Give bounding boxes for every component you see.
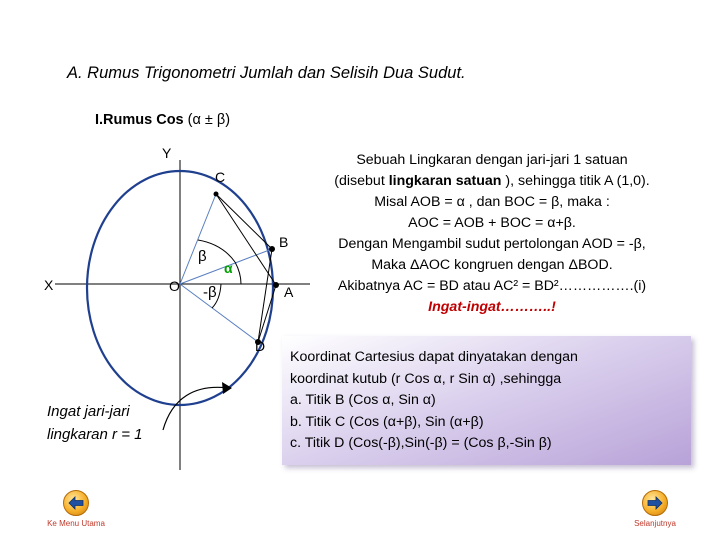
page-title: A. Rumus Trigonometri Jumlah dan Selisih Dua Sudut. (67, 64, 466, 82)
next-nav-label[interactable]: Selanjutnya (634, 519, 676, 528)
section-heading-formula: (α ± β) (187, 112, 231, 128)
explanation-line-7: Akibatnya AC = BD atau AC² = BD²…………….(i) (337, 278, 647, 294)
menu-nav-label[interactable]: Ke Menu Utama (47, 519, 105, 528)
y-axis-label: Y (162, 145, 172, 161)
point-b-dot (269, 246, 275, 252)
angle-alpha-arc (235, 262, 241, 284)
menu-nav[interactable] (36, 490, 116, 528)
explanation-line-2-post: ), sehingga titik A (1,0). (501, 173, 650, 189)
section-heading-text: I.Rumus Cos (95, 112, 184, 128)
explanation-line-1: Sebuah Lingkaran dengan jari-jari 1 satuan (356, 152, 628, 168)
point-c-label: C (215, 169, 226, 185)
coordinate-item-a: a. Titik B (Cos α, Sin α) (290, 392, 436, 408)
x-axis-label: X (44, 277, 54, 293)
point-d-label: D (255, 338, 266, 354)
explanation-line-2-bold: lingkaran satuan (388, 173, 502, 189)
coordinate-line-2: koordinat kutub (r Cos α, r Sin α) ,sehingga (290, 370, 562, 387)
coordinate-text (290, 347, 578, 455)
coordinate-item-c: c. Titik D (Cos(-β),Sin(-β) = (Cos β,-Sin β) (290, 435, 552, 451)
chord-bd (258, 249, 272, 342)
next-nav[interactable] (622, 490, 688, 528)
coordinate-line-1: Koordinat Cartesius dapat dinyatakan dengan (290, 349, 578, 365)
explanation-line-2 (282, 171, 702, 192)
forward-arrow-icon[interactable] (642, 490, 668, 516)
explanation-line-5: Dengan Mengambil sudut pertolongan AOD = -β, (338, 236, 646, 252)
point-a-label: A (284, 284, 294, 300)
radius-od (180, 284, 258, 342)
explanation-block (282, 150, 702, 318)
radius-oc (180, 194, 216, 284)
coordinate-item-b: b. Titik C (Cos (α+β), Sin (α+β) (290, 413, 484, 430)
point-a-dot (273, 282, 279, 288)
explanation-line-3: Misal AOB = α , dan BOC = β, maka : (374, 194, 610, 210)
reminder-text: Ingat-ingat………..! (428, 299, 556, 315)
back-arrow-icon[interactable] (63, 490, 89, 516)
point-b-label: B (279, 234, 289, 250)
chord-ad (258, 285, 276, 342)
explanation-line-2-pre: (disebut (334, 173, 389, 189)
note-pointer-arrowhead (222, 382, 232, 394)
radius-note-line-2: lingkaran r = 1 (47, 426, 143, 443)
point-c-dot (214, 192, 219, 197)
origin-label: O (169, 278, 180, 294)
radius-note (47, 400, 142, 446)
angle-neg-beta-label: -β (203, 284, 217, 301)
explanation-line-4: AOC = AOB + BOC = α+β. (408, 215, 576, 231)
angle-alpha-label: α (224, 260, 233, 276)
radius-note-line-1: Ingat jari-jari (47, 403, 130, 420)
explanation-line-6: Maka ΔAOC kongruen dengan ΔBOD. (371, 257, 613, 273)
angle-beta-label: β (198, 248, 207, 265)
